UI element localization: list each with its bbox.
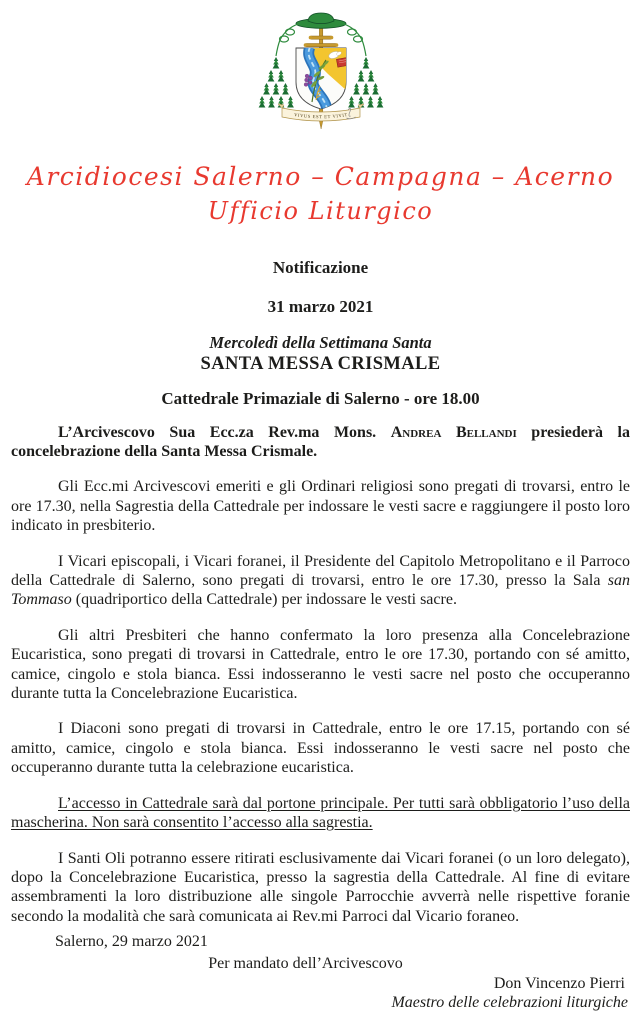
paragraph-presider-post: presiederà la concelebrazione della Santa Messa Crismale. bbox=[11, 423, 630, 461]
paragraph-accesso: L’accesso in Cattedrale sarà dal portone principale. Per tutti sarà obbligatorio l’uso della mascherina. Non sarà consentito l’accesso alla sagrestia. bbox=[11, 794, 630, 832]
paragraph-diaconi: I Diaconi sono pregati di trovarsi in Cattedrale, entro le ore 17.15, portando con sé amitto, camice, cingolo e stola bianca. Essi indosseranno le vesti sacre nel posto che occuperanno durante tutta la celebrazione eucaristica. bbox=[11, 720, 630, 777]
shield-icon bbox=[296, 47, 351, 109]
letter-body bbox=[11, 423, 630, 927]
doc-title: Notificazione bbox=[272, 257, 369, 277]
paragraph-vicari bbox=[11, 552, 630, 610]
org-office: Ufficio Liturgico bbox=[207, 196, 434, 225]
paragraph-presider-pre: L’Arcivescovo Sua Ecc.za Rev.ma Mons. bbox=[58, 423, 391, 441]
org-name: Arcidiocesi Salerno – Campagna – Acerno bbox=[26, 162, 615, 191]
paragraph-santi-oli: I Santi Oli potranno essere ritirati esclusivamente dai Vicari foranei (o un loro delegato), dopo la Concelebrazione Eucaristica, presso la sagrestia della Cattedrale. Al fine di evitare assembramenti la loro distribuzione alle singole Parrocchie avverrà nelle rispettive foranie secondo la modalità che sarà comunicata ai Rev.mi Parroci dal Vicario foraneo. bbox=[11, 849, 630, 925]
occasion-weekday: Mercoledì della Settimana Santa bbox=[209, 332, 432, 352]
letterhead bbox=[11, 160, 630, 228]
doc-date: 31 marzo 2021 bbox=[267, 296, 374, 316]
galero-hat-icon bbox=[296, 13, 346, 28]
coat-of-arms bbox=[11, 10, 630, 136]
paragraph-emeriti: Gli Ecc.mi Arcivescovi emeriti e gli Ordinari religiosi sono pregati di trovarsi, entro le ore 17.30, nella Sagrestia della Cattedrale per indossare le vesti sacre e raggiungere il posto loro indicato in presbiterio. bbox=[11, 478, 630, 535]
paragraph-vicari-pre: I Vicari episcopali, i Vicari foranei, il Presidente del Capitolo Metropolitano e il Parroco della Cattedrale di Salerno, sono pregati di trovarsi, entro le ore 17.30, presso la Sala bbox=[11, 552, 630, 590]
signatory-role: Maestro delle celebrazioni liturgiche bbox=[391, 994, 628, 1012]
paragraph-presbiteri: Gli altri Presbiteri che hanno confermato la loro presenza alla Concelebrazione Eucaristica, sono pregati di trovarsi in Cattedrale, entro le ore 17.30, portando con sé amitto, camice, cingolo e stola bianca. Essi indosseranno le vesti sacre nel posto che occuperanno durante tutta la Concelebrazione Eucaristica. bbox=[11, 626, 630, 703]
closing-block bbox=[11, 932, 630, 1013]
paragraph-vicari-post: (quadriportico della Cattedrale) per indossare le vesti sacre. bbox=[71, 591, 457, 609]
signatory-name: Don Vincenzo Pierri bbox=[493, 974, 625, 992]
coat-of-arms-icon bbox=[254, 10, 388, 131]
archbishop-name: Andrea Bellandi bbox=[390, 423, 517, 441]
occasion-event: SANTA MESSA CRISMALE bbox=[200, 353, 441, 374]
venue-line: Cattedrale Primaziale di Salerno - ore 18.00 bbox=[161, 388, 480, 408]
occasion-block bbox=[11, 333, 630, 375]
mandate-line: Per mandato dell’Arcivescovo bbox=[208, 954, 403, 972]
motto-text: VIVUS EST ET VIVIT bbox=[293, 112, 348, 120]
sala-san-tommaso: san Tommaso bbox=[11, 572, 630, 609]
paragraph-presider bbox=[11, 423, 630, 462]
place-date: Salerno, 29 marzo 2021 bbox=[55, 933, 208, 951]
